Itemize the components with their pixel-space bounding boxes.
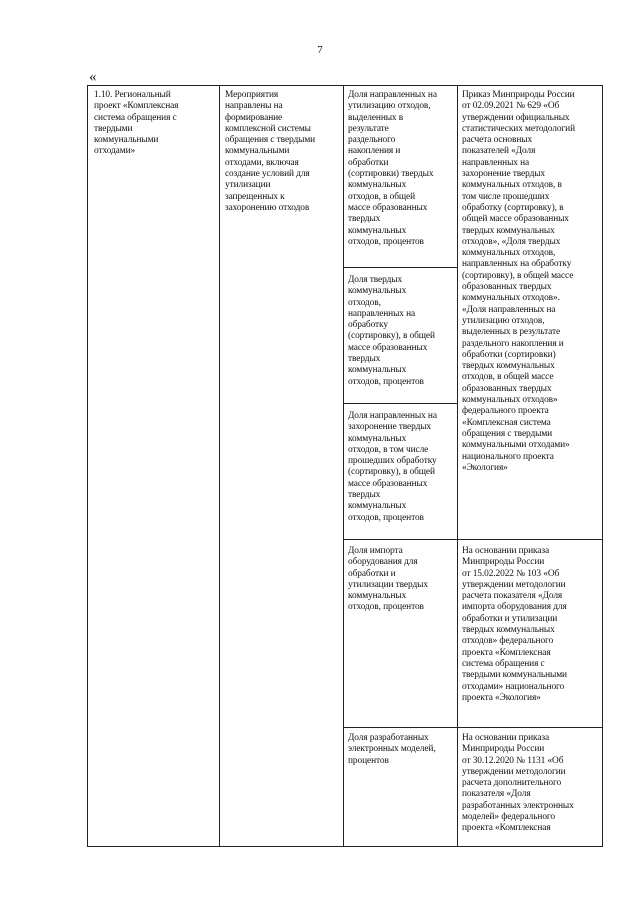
- regional-project-table: [87, 85, 603, 847]
- source-cell: Приказ Минприроды России от 02.09.2021 № 629 «Об утверждении официальных статистических методологий расчета основных показателей «Доля направленных на захоронение твердых коммунальных отходов, в том числе прошедших обработку (сортировку), в общей массе образованных твердых коммунальных отходов», «Доля твердых коммунальных отходов, направленных на обработку (сортировку), в общей массе образованных твердых коммунальных отходов». «Доля направленных на утилизацию отходов, выделенных в результате раздельного накопления и обработки (сортировки) твердых коммунальных отходов, в общей массе образованных твердых коммунальных отходов» федерального проекта «Комплексная система обращения с твердыми коммунальными отходами» национального проекта «Экология»: [462, 90, 576, 473]
- indicator-cell: Доля твердых коммунальных отходов, направленных на обработку (сортировку), в общей массе образованных твердых коммунальных отходов, процентов: [348, 275, 435, 387]
- row-divider: [343, 267, 457, 268]
- row-divider: [343, 727, 603, 728]
- column-divider: [343, 85, 344, 847]
- indicator-cell: Доля разработанных электронных моделей, процентов: [348, 733, 436, 766]
- indicator-cell: Доля направленных на утилизацию отходов, выделенных в результате раздельного накопления и обработки (сортировки) твердых коммунальных отходов, в общей массе образованных твердых коммунальных отходов, процентов: [348, 90, 437, 247]
- page-number: 7: [317, 44, 323, 56]
- row-divider: [343, 403, 457, 404]
- opening-quote-mark: «: [89, 69, 97, 85]
- measures-cell: Мероприятия направлены на формирование комплексной системы обращения с твердыми коммунальными отходами, включая создание условий для утилизации запрещенных к захоронению отходов: [225, 90, 316, 213]
- section-cell: 1.10. Региональный проект «Комплексная система обращения с твердыми коммунальными отходами»: [94, 90, 179, 157]
- indicator-cell: Доля направленных на захоронение твердых коммунальных отходов, в том числе прошедших обработку (сортировку), в общей массе образованных твердых коммунальных отходов, процентов: [348, 411, 437, 523]
- source-cell: На основании приказа Минприроды России от 30.12.2020 № 1131 «Об утверждении методологии расчета дополнительного показателя «Доля разработанных электронных моделей» федерального проекта «Комплексная: [462, 733, 574, 834]
- table-border-top: [87, 85, 603, 86]
- table-border-right: [602, 85, 603, 847]
- column-divider: [457, 85, 458, 847]
- table-border-bottom: [87, 846, 603, 847]
- row-divider: [343, 539, 603, 540]
- indicator-cell: Доля импорта оборудования для обработки и утилизации твердых коммунальных отходов, процентов: [348, 546, 428, 613]
- source-cell: На основании приказа Минприроды России от 15.02.2022 № 103 «Об утверждении методологии расчета показателя «Доля импорта оборудования для обработки и утилизации твердых коммунальных отходов» федерального проекта «Комплексная система обращения с твердыми коммунальными отходами» национального проекта «Экология»: [462, 546, 567, 703]
- table-border-left: [87, 85, 88, 847]
- column-divider: [219, 85, 220, 847]
